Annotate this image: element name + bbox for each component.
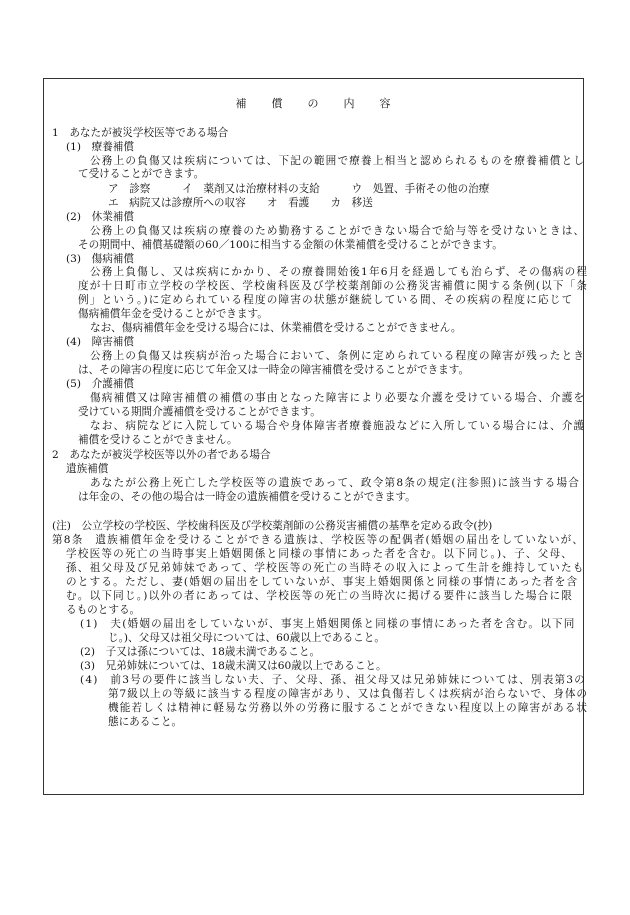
text-line: 公務上の負傷又は疾病の療養のため勤務することができない場合で給与等を受けないときは、 (90, 225, 586, 237)
text-line: 受けている期間介護補償を受けることができます。 (78, 406, 321, 418)
text-line: 公務上負傷し、又は疾病にかかり、その療養開始後1年6月を経過しても治らず、その傷病の程 (90, 266, 589, 278)
text-line: 公務上の負傷又は疾病については、下記の範囲で療養上相当と認められるものを療養補償とし (90, 155, 586, 167)
text-line: なお、傷病補償年金を受ける場合には、休業補償を受けることができません。 (90, 322, 462, 334)
text-line: るものとする。 (66, 604, 141, 616)
text-line: は、その障害の程度に応じて年金又は一時金の障害補償を受けることができます。 (78, 364, 470, 376)
text-line: て受けることができます。 (78, 168, 205, 180)
text-line: なお、病院などに入院している場合や身体障害者療養施設などに入所している場合には、介護 (90, 420, 586, 432)
text-line: (3) 傷病補償 (66, 253, 134, 265)
text-line: 度が十日町市立学校の学校医、学校歯科医及び学校薬剤師の公務災害補償に関する条例(以下「条 (78, 280, 589, 292)
text-line: その期間中、補償基礎額の60／100に相当する金額の休業補償を受けることができます。 (78, 239, 503, 251)
text-line: ア 診察 イ 薬剤又は治療材料の支給 ウ 処置、手術その他の治療 (108, 183, 490, 195)
text-line: 補償を受けることができません。 (78, 434, 238, 446)
text-line: 傷病補償年金を受けることができます。 (78, 308, 268, 320)
text-line: (1) 療養補償 (66, 141, 134, 153)
text-line: 第8条 遺族補償年金を受けることができる遺族は、学校医等の配偶者(婚姻の届出をしていないが、 (52, 534, 585, 546)
document-title: 補 償 の 内 容 (235, 97, 392, 110)
text-line: む。以下同じ。)以外の者にあっては、学校医等の死亡の当時次に掲げる要件に該当した場合に限 (66, 590, 574, 602)
text-line: (3) 兄弟姉妹については、18歳未満又は60歳以上であること。 (80, 660, 387, 672)
text-line: エ 病院又は診療所への収容 オ 看護 カ 移送 (108, 197, 373, 209)
text-line: 態にあること。 (108, 716, 183, 728)
text-line: (2) 休業補償 (66, 211, 134, 223)
text-line: 第7級以上の等級に該当する程度の障害があり、又は負傷若しくは疾病が治らないで、身体の (108, 688, 588, 700)
text-line: 1 あなたが被災学校医等である場合 (52, 127, 229, 139)
text-line: (4) 前3号の要件に該当しない夫、子、父母、孫、祖父母又は兄弟姉妹については、別表第3の (80, 674, 587, 686)
text-line: (注) 公立学校の学校医、学校歯科医及び学校薬剤師の公務災害補償の基準を定める政令(抄) (52, 520, 493, 532)
text-line: じ。)、父母又は祖父母については、60歳以上であること。 (108, 632, 385, 644)
text-line: 遺族補償 (66, 463, 109, 475)
text-line: 2 あなたが被災学校医等以外の者である場合 (52, 449, 271, 461)
text-line: 傷病補償又は障害補償の補償の事由となった障害により必要な介護を受けている場合、介護を (90, 392, 586, 404)
text-line: あなたが公務上死亡した学校医等の遺族であって、政令第8条の規定(注参照)に該当する場合 (90, 477, 581, 489)
text-line: 機能若しくは精神に軽易な労務以外の労務に服することができない程度以上の障害がある状 (108, 702, 589, 714)
text-line: 公務上の負傷又は疾病が治った場合において、条例に定められている程度の障害が残ったとき (90, 350, 586, 362)
text-line: のとする。ただし、妻(婚姻の届出をしていないが、事実上婚姻関係と同様の事情にあった者を含 (66, 576, 579, 588)
text-line: (2) 子又は孫については、18歳未満であること。 (80, 646, 321, 658)
text-line: は年金の、その他の場合は一時金の遺族補償を受けることができます。 (78, 491, 416, 503)
text-line: 学校医等の死亡の当時事実上婚姻関係と同様の事情にあった者を含む。以下同じ。)、子、父母、 (66, 548, 574, 560)
text-line: 例」という。)に定められている程度の障害の状態が継続している間、その疾病の程度に応じて (78, 294, 574, 306)
text-line: 孫、祖父母及び兄弟姉妹であって、学校医等の死亡の当時その収入によって生計を維持していたも (66, 562, 585, 574)
text-line: (5) 介護補償 (66, 378, 134, 390)
text-line: (1) 夫(婚姻の届出をしていないが、事実上婚姻関係と同様の事情にあった者を含む。以下同 (80, 618, 576, 630)
text-line: (4) 障害補償 (66, 336, 134, 348)
